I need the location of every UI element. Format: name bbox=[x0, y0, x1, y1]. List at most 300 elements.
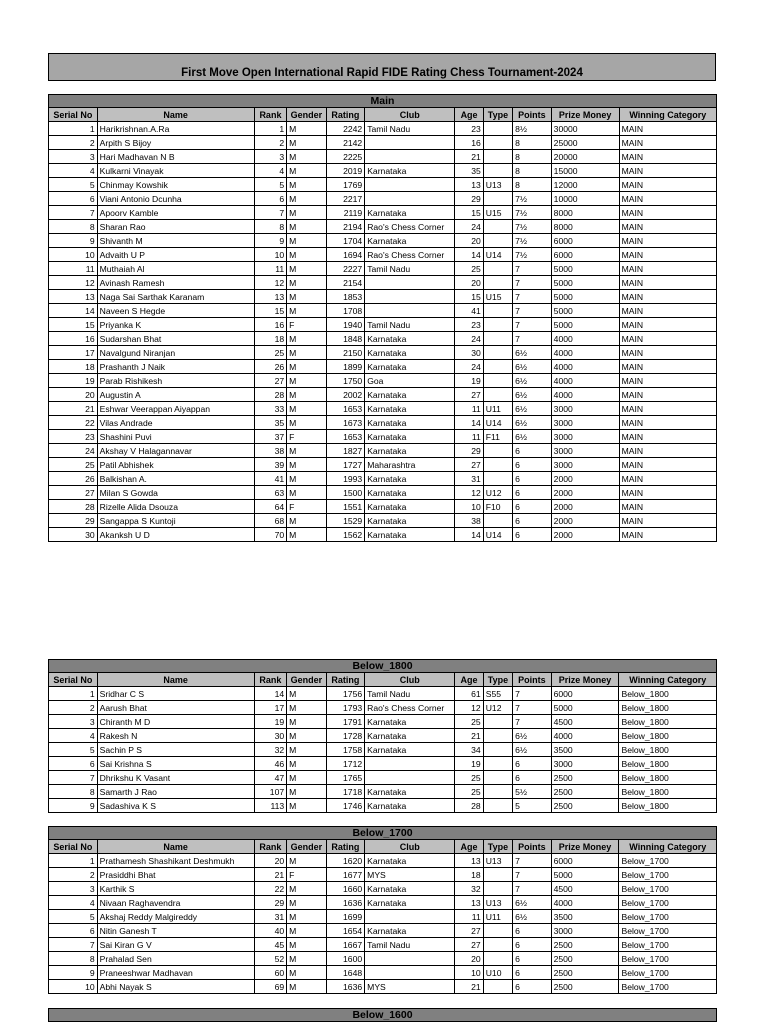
table-cell: 14 bbox=[254, 687, 286, 701]
table-cell: Rao's Chess Corner bbox=[365, 220, 455, 234]
table-cell bbox=[483, 262, 512, 276]
table-cell: 20000 bbox=[551, 150, 619, 164]
column-header: Rank bbox=[254, 108, 286, 122]
table-cell: Tamil Nadu bbox=[365, 318, 455, 332]
column-header: Winning Category bbox=[619, 108, 716, 122]
table-cell: 1562 bbox=[326, 528, 365, 542]
table-cell: Tamil Nadu bbox=[365, 938, 455, 952]
table-cell: 7 bbox=[513, 715, 552, 729]
table-cell: 9 bbox=[49, 234, 98, 248]
table-cell: 2500 bbox=[551, 952, 619, 966]
table-cell: MYS bbox=[365, 980, 455, 994]
table-cell: Prasiddhi Bhat bbox=[97, 868, 254, 882]
table-cell: 6000 bbox=[551, 248, 619, 262]
table-cell: Dhrikshu K Vasant bbox=[97, 771, 254, 785]
table-cell: Patil Abhishek bbox=[97, 458, 254, 472]
table-row bbox=[49, 980, 717, 994]
table-cell bbox=[483, 318, 512, 332]
table-cell: 1940 bbox=[326, 318, 365, 332]
table-cell: Nivaan Raghavendra bbox=[97, 896, 254, 910]
table-cell: Karnataka bbox=[365, 486, 455, 500]
table-cell bbox=[483, 444, 512, 458]
table-cell: 4000 bbox=[551, 388, 619, 402]
table-cell: Karnataka bbox=[365, 785, 455, 799]
table-cell: 3500 bbox=[551, 910, 619, 924]
table-cell bbox=[483, 924, 512, 938]
table-cell bbox=[365, 136, 455, 150]
table-cell: 47 bbox=[254, 771, 286, 785]
table-cell: 2000 bbox=[551, 500, 619, 514]
table-cell: M bbox=[287, 687, 327, 701]
table-cell: 1791 bbox=[326, 715, 365, 729]
table-cell: 27 bbox=[455, 938, 483, 952]
table-cell: Below_1700 bbox=[619, 868, 717, 882]
table-cell: 1758 bbox=[326, 743, 365, 757]
table-cell: 10 bbox=[254, 248, 286, 262]
table-cell: 1718 bbox=[326, 785, 365, 799]
table-cell: 8 bbox=[513, 150, 552, 164]
table-cell: 2119 bbox=[326, 206, 365, 220]
table-cell: Abhi Nayak S bbox=[97, 980, 254, 994]
table-cell: 1750 bbox=[326, 374, 365, 388]
table-cell: M bbox=[287, 164, 327, 178]
table-cell: 2154 bbox=[326, 276, 365, 290]
table-cell: 2000 bbox=[551, 472, 619, 486]
table-cell: Aarush Bhat bbox=[97, 701, 254, 715]
table-cell bbox=[483, 952, 512, 966]
table-cell: M bbox=[287, 402, 327, 416]
table-cell: 7 bbox=[513, 687, 552, 701]
table-cell: M bbox=[287, 150, 327, 164]
table-cell: 20 bbox=[455, 276, 483, 290]
table-row bbox=[49, 290, 717, 304]
table-cell: Karnataka bbox=[365, 206, 455, 220]
table-cell: 4000 bbox=[551, 346, 619, 360]
table-cell: 6 bbox=[49, 924, 98, 938]
table-cell: 29 bbox=[49, 514, 98, 528]
table-cell: 1673 bbox=[326, 416, 365, 430]
column-header: Winning Category bbox=[619, 840, 717, 854]
table-cell: M bbox=[287, 514, 327, 528]
table-cell: 22 bbox=[49, 416, 98, 430]
column-header: Serial No bbox=[49, 108, 98, 122]
table-cell: Below_1800 bbox=[619, 799, 717, 813]
table-cell: 1699 bbox=[326, 910, 365, 924]
table-cell: 7 bbox=[254, 206, 286, 220]
table-cell: 1667 bbox=[326, 938, 365, 952]
table-cell: 6 bbox=[513, 444, 552, 458]
table-cell: 29 bbox=[254, 896, 286, 910]
column-header: Age bbox=[455, 108, 483, 122]
table-cell: M bbox=[287, 715, 327, 729]
table-cell: MAIN bbox=[619, 276, 716, 290]
table-cell: Chiranth M D bbox=[97, 715, 254, 729]
table-cell: 16 bbox=[49, 332, 98, 346]
table-cell: 14 bbox=[49, 304, 98, 318]
table-cell: Rao's Chess Corner bbox=[365, 248, 455, 262]
tournament-title: First Move Open International Rapid FIDE Rating Chess Tournament-2024 bbox=[181, 67, 583, 79]
table-cell: 8 bbox=[49, 785, 98, 799]
tournament-title-box bbox=[48, 53, 716, 81]
table-cell: Balkishan A. bbox=[97, 472, 254, 486]
column-header: Serial No bbox=[49, 673, 98, 687]
table-cell: MAIN bbox=[619, 500, 716, 514]
table-cell: 68 bbox=[254, 514, 286, 528]
table-cell: 2242 bbox=[326, 122, 365, 136]
table-cell: Prahalad Sen bbox=[97, 952, 254, 966]
table-cell: M bbox=[287, 896, 327, 910]
table-cell bbox=[483, 374, 512, 388]
table-cell: 6 bbox=[513, 486, 552, 500]
table-cell: 8000 bbox=[551, 206, 619, 220]
table-cell: MAIN bbox=[619, 248, 716, 262]
column-header: Name bbox=[97, 840, 254, 854]
table-row bbox=[49, 910, 717, 924]
table-cell: 15 bbox=[254, 304, 286, 318]
table-cell: 17 bbox=[254, 701, 286, 715]
table-row bbox=[49, 276, 717, 290]
table-cell: Sai Kiran G V bbox=[97, 938, 254, 952]
table-cell: 1746 bbox=[326, 799, 365, 813]
table-cell: Karthik S bbox=[97, 882, 254, 896]
table-row bbox=[49, 444, 717, 458]
table-cell: 5000 bbox=[551, 304, 619, 318]
table-cell: Eshwar Veerappan Aiyappan bbox=[97, 402, 254, 416]
table-cell: 25000 bbox=[551, 136, 619, 150]
table-cell: 1827 bbox=[326, 444, 365, 458]
table-cell: 18 bbox=[254, 332, 286, 346]
table-row bbox=[49, 346, 717, 360]
table-cell: 2000 bbox=[551, 528, 619, 542]
table-cell: MAIN bbox=[619, 220, 716, 234]
table-cell: MAIN bbox=[619, 472, 716, 486]
section-title: Main bbox=[49, 95, 717, 108]
table-cell: Prathamesh Shashikant Deshmukh bbox=[97, 854, 254, 868]
table-cell: 3000 bbox=[551, 444, 619, 458]
table-cell: 6 bbox=[513, 458, 552, 472]
table-cell: Sachin P S bbox=[97, 743, 254, 757]
table-cell: 13 bbox=[455, 896, 483, 910]
table-cell bbox=[365, 771, 455, 785]
table-cell: 8000 bbox=[551, 220, 619, 234]
table-cell: 25 bbox=[49, 458, 98, 472]
table-cell: 9 bbox=[254, 234, 286, 248]
table-cell: 1712 bbox=[326, 757, 365, 771]
table-cell: Karnataka bbox=[365, 472, 455, 486]
table-cell: Karnataka bbox=[365, 164, 455, 178]
table-cell: Below_1700 bbox=[619, 952, 717, 966]
table-cell: MAIN bbox=[619, 332, 716, 346]
table-cell: 2500 bbox=[551, 771, 619, 785]
table-cell: Parab Rishikesh bbox=[97, 374, 254, 388]
table-cell: M bbox=[287, 416, 327, 430]
table-cell: Akanksh U D bbox=[97, 528, 254, 542]
table-cell: 8½ bbox=[513, 122, 552, 136]
table-cell: 32 bbox=[455, 882, 483, 896]
table-cell: Avinash Ramesh bbox=[97, 276, 254, 290]
table-cell: Akshay V Halagannavar bbox=[97, 444, 254, 458]
table-row bbox=[49, 374, 717, 388]
table-cell bbox=[483, 882, 512, 896]
table-cell: U12 bbox=[483, 486, 512, 500]
table-cell: Karnataka bbox=[365, 514, 455, 528]
table-cell: 6 bbox=[513, 528, 552, 542]
table-cell: 18 bbox=[49, 360, 98, 374]
table-cell: Nitin Ganesh T bbox=[97, 924, 254, 938]
table-cell: 10 bbox=[49, 248, 98, 262]
table-cell: 2500 bbox=[551, 980, 619, 994]
table-cell: 23 bbox=[455, 318, 483, 332]
table-row bbox=[49, 192, 717, 206]
table-cell: M bbox=[287, 799, 327, 813]
table-cell: 6 bbox=[513, 924, 552, 938]
table-row bbox=[49, 472, 717, 486]
table-cell bbox=[483, 122, 512, 136]
table-cell bbox=[483, 234, 512, 248]
table-cell: Below_1700 bbox=[619, 910, 717, 924]
table-cell: Below_1800 bbox=[619, 715, 717, 729]
table-cell bbox=[483, 164, 512, 178]
table-cell: Sangappa S Kuntoji bbox=[97, 514, 254, 528]
table-cell: Karnataka bbox=[365, 416, 455, 430]
table-cell: 17 bbox=[49, 346, 98, 360]
table-row bbox=[49, 687, 717, 701]
table-cell: Below_1800 bbox=[619, 687, 717, 701]
table-cell: 12000 bbox=[551, 178, 619, 192]
table-cell: M bbox=[287, 122, 327, 136]
table-row bbox=[49, 514, 717, 528]
table-cell bbox=[365, 150, 455, 164]
table-cell: MAIN bbox=[619, 388, 716, 402]
table-cell: 6 bbox=[513, 514, 552, 528]
table-cell bbox=[483, 332, 512, 346]
table-cell: 6 bbox=[513, 771, 552, 785]
table-cell bbox=[483, 360, 512, 374]
table-cell: 5½ bbox=[513, 785, 552, 799]
table-cell: F bbox=[287, 318, 327, 332]
table-cell: 6 bbox=[49, 192, 98, 206]
table-cell: 7 bbox=[513, 701, 552, 715]
table-cell bbox=[483, 729, 512, 743]
table-cell bbox=[483, 938, 512, 952]
table-cell: 1708 bbox=[326, 304, 365, 318]
table-cell: 7 bbox=[513, 854, 552, 868]
table-cell: Karnataka bbox=[365, 444, 455, 458]
table-cell: 2 bbox=[49, 868, 98, 882]
table-cell: 23 bbox=[455, 122, 483, 136]
table-cell: 19 bbox=[455, 374, 483, 388]
table-cell: 6000 bbox=[551, 234, 619, 248]
table-cell: 2227 bbox=[326, 262, 365, 276]
table-cell: MAIN bbox=[619, 360, 716, 374]
table-row bbox=[49, 701, 717, 715]
table-cell: 6½ bbox=[513, 416, 552, 430]
table-cell: 14 bbox=[455, 248, 483, 262]
table-cell: Tamil Nadu bbox=[365, 687, 455, 701]
table-cell: Chinmay Kowshik bbox=[97, 178, 254, 192]
table-cell: 12 bbox=[254, 276, 286, 290]
table-cell: 14 bbox=[455, 416, 483, 430]
table-cell: M bbox=[287, 304, 327, 318]
table-row bbox=[49, 486, 717, 500]
table-cell: 30 bbox=[49, 528, 98, 542]
table-cell: 8 bbox=[254, 220, 286, 234]
table-cell: M bbox=[287, 332, 327, 346]
table-cell: Below_1800 bbox=[619, 743, 717, 757]
table-row bbox=[49, 234, 717, 248]
table-cell: Hari Madhavan N B bbox=[97, 150, 254, 164]
table-cell: MAIN bbox=[619, 318, 716, 332]
table-cell: 2019 bbox=[326, 164, 365, 178]
table-cell: 2500 bbox=[551, 938, 619, 952]
table-cell: Sridhar C S bbox=[97, 687, 254, 701]
table-row bbox=[49, 785, 717, 799]
column-header: Name bbox=[97, 673, 254, 687]
table-cell: 5 bbox=[49, 910, 98, 924]
table-cell: U14 bbox=[483, 248, 512, 262]
table-cell: Praneeshwar Madhavan bbox=[97, 966, 254, 980]
table-cell: Arpith S Bijoy bbox=[97, 136, 254, 150]
table-cell: 8 bbox=[513, 136, 552, 150]
table-cell: 10000 bbox=[551, 192, 619, 206]
table-cell: U13 bbox=[483, 896, 512, 910]
table-cell: 3 bbox=[49, 882, 98, 896]
table-cell: 18 bbox=[455, 868, 483, 882]
table-cell: F11 bbox=[483, 430, 512, 444]
table-cell: 20 bbox=[455, 234, 483, 248]
table-cell bbox=[365, 192, 455, 206]
table-cell: 1677 bbox=[326, 868, 365, 882]
table-cell: 10 bbox=[49, 980, 98, 994]
table-cell: 37 bbox=[254, 430, 286, 444]
table-cell: U11 bbox=[483, 402, 512, 416]
table-cell: MAIN bbox=[619, 430, 716, 444]
table-cell: Advaith U P bbox=[97, 248, 254, 262]
table-cell: Milan S Gowda bbox=[97, 486, 254, 500]
table-cell: 6 bbox=[513, 938, 552, 952]
table-cell: 38 bbox=[455, 514, 483, 528]
column-header: Rank bbox=[254, 840, 286, 854]
column-header: Points bbox=[513, 108, 552, 122]
table-cell: M bbox=[287, 248, 327, 262]
table-cell: 2 bbox=[254, 136, 286, 150]
table-cell: 6 bbox=[513, 952, 552, 966]
table-cell bbox=[365, 966, 455, 980]
table-cell: 24 bbox=[455, 360, 483, 374]
column-header: Prize Money bbox=[551, 673, 619, 687]
table-cell: Below_1700 bbox=[619, 854, 717, 868]
table-cell: Karnataka bbox=[365, 729, 455, 743]
table-cell: 113 bbox=[254, 799, 286, 813]
table-row bbox=[49, 262, 717, 276]
table-cell: Karnataka bbox=[365, 234, 455, 248]
table-cell: Karnataka bbox=[365, 799, 455, 813]
table-cell: M bbox=[287, 346, 327, 360]
table-cell: 25 bbox=[455, 262, 483, 276]
table-cell: 63 bbox=[254, 486, 286, 500]
table-cell: 38 bbox=[254, 444, 286, 458]
table-cell: 2500 bbox=[551, 785, 619, 799]
table-cell: 3000 bbox=[551, 416, 619, 430]
table-cell: M bbox=[287, 924, 327, 938]
table-row bbox=[49, 164, 717, 178]
table-cell: U12 bbox=[483, 701, 512, 715]
table-cell: Karnataka bbox=[365, 924, 455, 938]
table-cell: M bbox=[287, 374, 327, 388]
table-cell bbox=[365, 290, 455, 304]
table-cell: 19 bbox=[49, 374, 98, 388]
table-cell bbox=[483, 304, 512, 318]
table-cell: 19 bbox=[254, 715, 286, 729]
table-cell: Below_1800 bbox=[619, 729, 717, 743]
table-cell: 1 bbox=[49, 687, 98, 701]
table-cell: MAIN bbox=[619, 304, 716, 318]
column-header: Gender bbox=[287, 840, 327, 854]
table-cell: Tamil Nadu bbox=[365, 262, 455, 276]
table-row bbox=[49, 715, 717, 729]
table-cell: 6 bbox=[513, 966, 552, 980]
table-cell: 31 bbox=[455, 472, 483, 486]
table-cell: 7½ bbox=[513, 192, 552, 206]
table-cell: U13 bbox=[483, 178, 512, 192]
table-cell: M bbox=[287, 276, 327, 290]
table-cell: Shashini Puvi bbox=[97, 430, 254, 444]
table-cell: 3 bbox=[49, 150, 98, 164]
table-cell: 25 bbox=[455, 771, 483, 785]
table-cell: 27 bbox=[49, 486, 98, 500]
table-row bbox=[49, 136, 717, 150]
table-cell bbox=[483, 771, 512, 785]
table-cell: 2500 bbox=[551, 966, 619, 980]
table-cell: MAIN bbox=[619, 486, 716, 500]
table-cell: 7 bbox=[513, 262, 552, 276]
table-cell: Below_1700 bbox=[619, 924, 717, 938]
table-cell: MAIN bbox=[619, 150, 716, 164]
column-header: Prize Money bbox=[551, 108, 619, 122]
table-cell: 12 bbox=[49, 276, 98, 290]
table-cell: 2150 bbox=[326, 346, 365, 360]
table-cell: 1660 bbox=[326, 882, 365, 896]
table-cell: M bbox=[287, 757, 327, 771]
table-cell: 26 bbox=[254, 360, 286, 374]
table-row bbox=[49, 402, 717, 416]
table-cell: M bbox=[287, 882, 327, 896]
table-cell: 6½ bbox=[513, 896, 552, 910]
table-cell: 21 bbox=[455, 150, 483, 164]
table-cell: 8 bbox=[513, 164, 552, 178]
table-row bbox=[49, 430, 717, 444]
table-cell bbox=[483, 458, 512, 472]
table-cell: U14 bbox=[483, 416, 512, 430]
table-row bbox=[49, 729, 717, 743]
table-row bbox=[49, 757, 717, 771]
table-cell: Below_1700 bbox=[619, 938, 717, 952]
table-row bbox=[49, 882, 717, 896]
table-row bbox=[49, 122, 717, 136]
table-cell: M bbox=[287, 388, 327, 402]
table-cell: 29 bbox=[455, 444, 483, 458]
table-cell: M bbox=[287, 980, 327, 994]
column-header: Type bbox=[483, 673, 512, 687]
table-row bbox=[49, 318, 717, 332]
column-header: Rating bbox=[326, 840, 365, 854]
table-cell: 1653 bbox=[326, 402, 365, 416]
table-cell: Karnataka bbox=[365, 743, 455, 757]
table-row bbox=[49, 868, 717, 882]
column-header: Club bbox=[365, 673, 455, 687]
table-cell: MAIN bbox=[619, 192, 716, 206]
section-table bbox=[48, 94, 717, 542]
